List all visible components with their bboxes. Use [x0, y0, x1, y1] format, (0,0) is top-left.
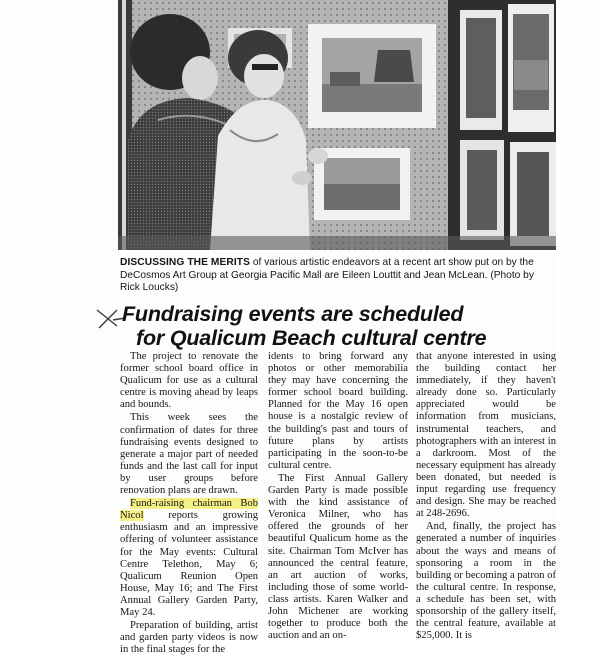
article-column-1: [120, 351, 258, 657]
photo-caption: [120, 257, 552, 295]
news-photo: [118, 0, 560, 250]
paragraph: And, finally, the project has generated a number of inquiries about the ways and means of sponsoring a room in the building or becoming a patron of the cultural centre. In response, a schedule has been set, with sponsorship of the gallery itself, the central feature, available at $25,000. It is: [416, 521, 556, 642]
paragraph: that anyone interested in using the building contact her immediately, if they haven't already done so. Particularly appreciated would be information from musicians, instrumental teachers, and photographers with an interest in a darkroom. Most of the necessary equipment has already been donated, but needed is input regarding use frequency and design. She may be reached at 248-2696.: [416, 351, 556, 520]
headline-line-1: Fundraising events are scheduled: [122, 302, 464, 326]
article-headline: [122, 302, 562, 350]
paragraph: This week sees the confirmation of dates for three fundraising events designed to generate a major part of needed funds and the last call for input by user groups before renovation plans are drawn.: [120, 412, 258, 497]
highlighted-text: Fund-raising chairman Bob Nicol: [120, 498, 258, 522]
caption-lead: DISCUSSING THE MERITS: [120, 257, 251, 268]
paragraph: [120, 498, 258, 619]
clipping-edge: [556, 0, 566, 600]
paragraph: The project to renovate the former school board office in Qualicum for use as a cultural centre is moving ahead by leaps and bounds.: [120, 351, 258, 411]
caption-text: of various artistic endeavors at a recent art show put on by the DeCosmos Art Group at Georgia Pacific Mall are Eileen Louttit and Jean McLean. (Photo by Rick Loucks): [120, 257, 534, 294]
paragraph-text: reports growing enthusiasm and an impressive offering of volunteer assistance for the May events: Cultural Centre Telethon, May 6; Qualicum Reunion Open House, May 16; and The First Annual Gallery Garden Party, May 24.: [120, 510, 258, 618]
paragraph: The First Annual Gallery Garden Party is made possible with the kind assistance of Veronica Milner, who has offered the grounds of her beautiful Qualicum home as the site. Chairman Tom McIver has announced the central feature, an art auction of works, including those of some world-class artists. Karen Walker and John Michener are working together to produce both the auction and an on-: [268, 472, 408, 642]
paragraph: Preparation of building, artist and garden party videos is now in the final stages for the: [120, 620, 258, 656]
photo-illustration: [118, 0, 560, 250]
article-column-2: [268, 351, 408, 643]
paragraph: idents to bring forward any photos or other memorabilia they may have concerning the former school board building. Planned for the May 16 open house is a nostalgic review of the building's past and tours of future plans by artists participating in the soon-to-be cultural centre.: [268, 351, 408, 471]
headline-line-2: for Qualicum Beach cultural centre: [136, 326, 487, 350]
article-column-3: [416, 351, 556, 643]
